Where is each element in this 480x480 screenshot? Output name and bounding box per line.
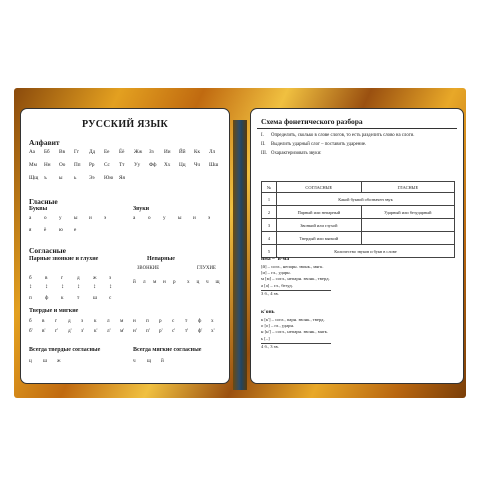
letter-cell: ф — [45, 295, 49, 301]
table-header-cell: № — [262, 182, 277, 193]
table-cell: Количество звуков и букв в слове — [277, 245, 455, 258]
letter-cell: п — [146, 318, 149, 324]
voiceless-label: ГЛУХИЕ — [197, 266, 216, 271]
letter-cell: с — [172, 318, 175, 324]
book-spine — [233, 120, 247, 390]
example-line: о [о] – гл., ударн. — [261, 323, 295, 329]
letter-cell: б' — [29, 328, 33, 334]
letter-cell: Оо — [59, 162, 66, 168]
letter-cell: г — [55, 318, 58, 324]
letters-label: Буквы — [29, 206, 48, 212]
letter-cell: л — [143, 279, 146, 285]
letter-cell: Сс — [104, 162, 110, 168]
letter-cell: н — [163, 279, 166, 285]
unpaired-voiced-row — [133, 279, 183, 285]
phonetic-table — [261, 181, 455, 258]
letter-cell: Лл — [209, 149, 216, 155]
letter-cell: е — [74, 227, 77, 233]
table-row — [262, 232, 455, 245]
letter-cell: Шш — [209, 162, 219, 168]
step-number: I. — [261, 133, 264, 138]
table-row — [262, 193, 455, 206]
letter-cell: з — [109, 275, 112, 281]
letter-cell: д — [68, 318, 71, 324]
vowel-letters-row — [29, 227, 89, 233]
table-cell: 1 — [262, 193, 277, 206]
example-word: к'онь — [261, 309, 275, 315]
letter-cell: ё — [44, 227, 47, 233]
letter-cell: ш — [43, 358, 47, 364]
table-cell: 2 — [262, 206, 277, 219]
arrow-up-down-icon: ↕ — [45, 284, 48, 290]
letter-cell: л' — [107, 328, 111, 334]
letter-cell: в — [45, 275, 48, 281]
letter-cell: н' — [133, 328, 137, 334]
unpaired-label: Непарные — [147, 256, 175, 262]
letter-cell: ы — [74, 215, 78, 221]
letter-cell: й — [161, 358, 164, 364]
example-line: [и] – гл., ударн. — [261, 270, 291, 276]
table-cell: Ударный или безударный — [361, 206, 454, 219]
letter-cell: х — [187, 279, 190, 285]
example-2 — [261, 309, 457, 350]
page-title: РУССКИЙ ЯЗЫК — [81, 119, 169, 130]
title-underline — [257, 128, 457, 129]
table-header-cell: СОГЛАСНЫЕ — [277, 182, 362, 193]
letter-cell: Бб — [44, 149, 50, 155]
table-row — [262, 219, 455, 232]
letter-cell: х — [211, 318, 214, 324]
letter-cell: ф' — [198, 328, 203, 334]
alphabet-row — [29, 162, 225, 168]
alphabet-grid — [29, 149, 225, 181]
letter-cell: д' — [68, 328, 72, 334]
letter-cell: р — [173, 279, 176, 285]
example-lines — [261, 264, 457, 289]
letter-cell: з — [81, 318, 84, 324]
letter-cell: в — [42, 318, 45, 324]
letter-cell: э — [208, 215, 211, 221]
step-text: Охарактеризовать звуки: — [271, 151, 322, 157]
letter-cell: з' — [81, 328, 84, 334]
table-cell — [361, 232, 454, 245]
letter-cell: и — [193, 215, 196, 221]
letter-cell: Пп — [74, 162, 81, 168]
table-cell: 5 — [262, 245, 277, 258]
letter-cell: т' — [185, 328, 189, 334]
arrow-up-down-icon: ↕ — [29, 284, 32, 290]
letter-cell: Аа — [29, 149, 35, 155]
letter-cell: ъ — [44, 175, 47, 181]
table-cell: Какой буквой обозначен звук — [277, 193, 455, 206]
letter-cell: ч — [206, 279, 209, 285]
vowel-letters-row — [29, 215, 119, 221]
always-hard-row — [29, 358, 73, 364]
hard-soft-label: Твердые и мягкие — [29, 308, 79, 314]
letter-cell: ь — [74, 175, 77, 181]
table-cell: Твердый или мягкий — [277, 232, 362, 245]
table-cell: Звонкий или глухой — [277, 219, 362, 232]
letter-cell: Уу — [134, 162, 141, 168]
letter-cell: ж — [93, 275, 97, 281]
letter-cell: к' — [94, 328, 98, 334]
example-line: к [к'] – согл., парн. звонк., тверд. — [261, 317, 325, 322]
letter-cell: Рр — [89, 162, 95, 168]
letter-cell: щ — [147, 358, 151, 364]
letter-cell: ц — [196, 279, 200, 285]
letter-cell: к — [94, 318, 97, 324]
example-word: има – 'и-ма — [261, 256, 290, 262]
letter-cell: п — [29, 295, 32, 301]
letter-cell: о — [148, 215, 151, 221]
hard-consonants-row — [29, 318, 225, 324]
paired-label: Парные звонкие и глухие — [29, 256, 99, 262]
letter-cell: Дд — [89, 149, 96, 155]
letter-cell: т — [185, 318, 188, 324]
letter-cell: ш — [93, 295, 97, 301]
table-cell — [361, 219, 454, 232]
letter-cell: я — [29, 227, 32, 233]
example-1 — [261, 256, 457, 297]
alphabet-heading: Алфавит — [29, 138, 60, 147]
consonants-heading: Согласные — [29, 246, 66, 255]
paired-arrows-row — [29, 284, 125, 290]
letter-cell: Ии — [164, 149, 171, 155]
step-number: II. — [261, 142, 266, 148]
letter-cell: б — [29, 275, 32, 281]
letter-cell: м — [153, 279, 157, 285]
table-header-row — [262, 182, 455, 193]
letter-cell: о — [44, 215, 47, 221]
letter-cell: Чч — [194, 162, 200, 168]
letter-cell: ч — [133, 358, 136, 364]
table-row — [262, 206, 455, 219]
letter-cell: н — [133, 318, 136, 324]
table-cell: Парный или непарный — [277, 206, 362, 219]
letter-cell: б — [29, 318, 32, 324]
step-text: Выделить ударный слог – поставить ударение. — [271, 142, 367, 148]
letter-cell: г — [61, 275, 64, 281]
unpaired-voiceless-row — [187, 279, 225, 285]
vowels-heading: Гласные — [29, 197, 58, 206]
letter-cell: у — [59, 215, 62, 221]
step-number: III. — [261, 151, 267, 157]
paired-voiceless-row — [29, 295, 125, 301]
always-soft-label: Всегда мягкие согласные — [133, 347, 202, 353]
letter-cell: Тт — [119, 162, 125, 168]
letter-cell: Жж — [134, 149, 143, 155]
letter-cell: а — [133, 215, 136, 221]
step-text: Определить, сколько в слове слогов, то есть разделить слово на слоги. — [271, 133, 415, 138]
table-header-cell: ГЛАСНЫЕ — [361, 182, 454, 193]
letter-cell: ы — [59, 175, 63, 181]
letter-cell: Вв — [59, 149, 65, 155]
arrow-up-down-icon: ↕ — [77, 284, 80, 290]
letter-cell: р — [159, 318, 162, 324]
letter-cell: ю — [59, 227, 63, 233]
paired-voiced-row — [29, 275, 125, 281]
example-lines — [261, 317, 457, 342]
example-summary: 3 б., 4 зв. — [261, 290, 331, 297]
step-item — [261, 142, 457, 148]
table-cell: 4 — [262, 232, 277, 245]
letter-cell: ц — [29, 358, 32, 364]
sounds-label: Звуки — [133, 206, 150, 212]
letter-cell: Йй — [179, 149, 186, 155]
letter-cell: м' — [120, 328, 125, 334]
example-line: м [м] – согл., непарн. звонк., тверд. — [261, 276, 330, 282]
letter-cell: а — [29, 215, 32, 221]
letter-cell: г' — [55, 328, 59, 334]
arrow-up-down-icon: ↕ — [61, 284, 64, 290]
alphabet-row — [29, 149, 225, 155]
letter-cell: й — [133, 279, 136, 285]
letter-cell: Щщ — [29, 175, 39, 181]
letter-cell: и — [89, 215, 92, 221]
right-page — [250, 108, 464, 384]
letter-cell: Фф — [149, 162, 157, 168]
letter-cell: ж — [57, 358, 61, 364]
scheme-title: Схема фонетического разбора — [261, 117, 363, 126]
soft-consonants-row — [29, 328, 225, 334]
vowel-sounds-row — [133, 215, 223, 221]
always-soft-row — [133, 358, 177, 364]
letter-cell: Яя — [119, 175, 125, 181]
letter-cell: л — [107, 318, 110, 324]
steps-list — [261, 133, 457, 158]
letter-cell: к — [61, 295, 64, 301]
letter-cell: р' — [159, 328, 163, 334]
letter-cell: Хх — [164, 162, 171, 168]
step-item — [261, 133, 457, 139]
letter-cell: в' — [42, 328, 46, 334]
arrow-up-down-icon: ↕ — [109, 284, 112, 290]
letter-cell: Ёё — [119, 149, 125, 155]
example-line: [й] – согл., непарн. звонк., мягк. — [261, 264, 324, 269]
example-line: н [н'] – согл., непарн. звонк., мягк. — [261, 329, 328, 335]
left-page — [20, 108, 230, 384]
letter-cell: Ээ — [89, 175, 95, 181]
example-line: ь [–] — [261, 335, 270, 341]
letter-cell: Ее — [104, 149, 110, 155]
letter-cell: Зз — [149, 149, 154, 155]
letter-cell: Мм — [29, 162, 37, 168]
letter-cell: Юю — [104, 175, 114, 181]
always-hard-label: Всегда твердые согласные — [29, 347, 101, 353]
letter-cell: Гг — [74, 149, 80, 155]
letter-cell: с' — [172, 328, 176, 334]
voiced-label: ЗВОНКИЕ — [137, 266, 160, 271]
letter-cell: Нн — [44, 162, 51, 168]
letter-cell: э — [104, 215, 107, 221]
letter-cell: т — [77, 295, 80, 301]
letter-cell: м — [120, 318, 124, 324]
letter-cell: с — [109, 295, 112, 301]
example-summary: 4 б., 3 зв. — [261, 343, 331, 350]
letter-cell: х' — [211, 328, 215, 334]
letter-cell: ы — [178, 215, 182, 221]
arrow-up-down-icon: ↕ — [93, 284, 96, 290]
letter-cell: щ — [215, 279, 220, 285]
step-item — [261, 151, 457, 157]
alphabet-row — [29, 175, 225, 181]
letter-cell: ф — [198, 318, 202, 324]
example-line: а [а] – гл., безуд. — [261, 282, 293, 288]
letter-cell: у — [163, 215, 166, 221]
letter-cell: Кк — [194, 149, 200, 155]
letter-cell: д — [77, 275, 80, 281]
letter-cell: Цц — [179, 162, 186, 168]
letter-cell: п' — [146, 328, 150, 334]
table-cell: 3 — [262, 219, 277, 232]
